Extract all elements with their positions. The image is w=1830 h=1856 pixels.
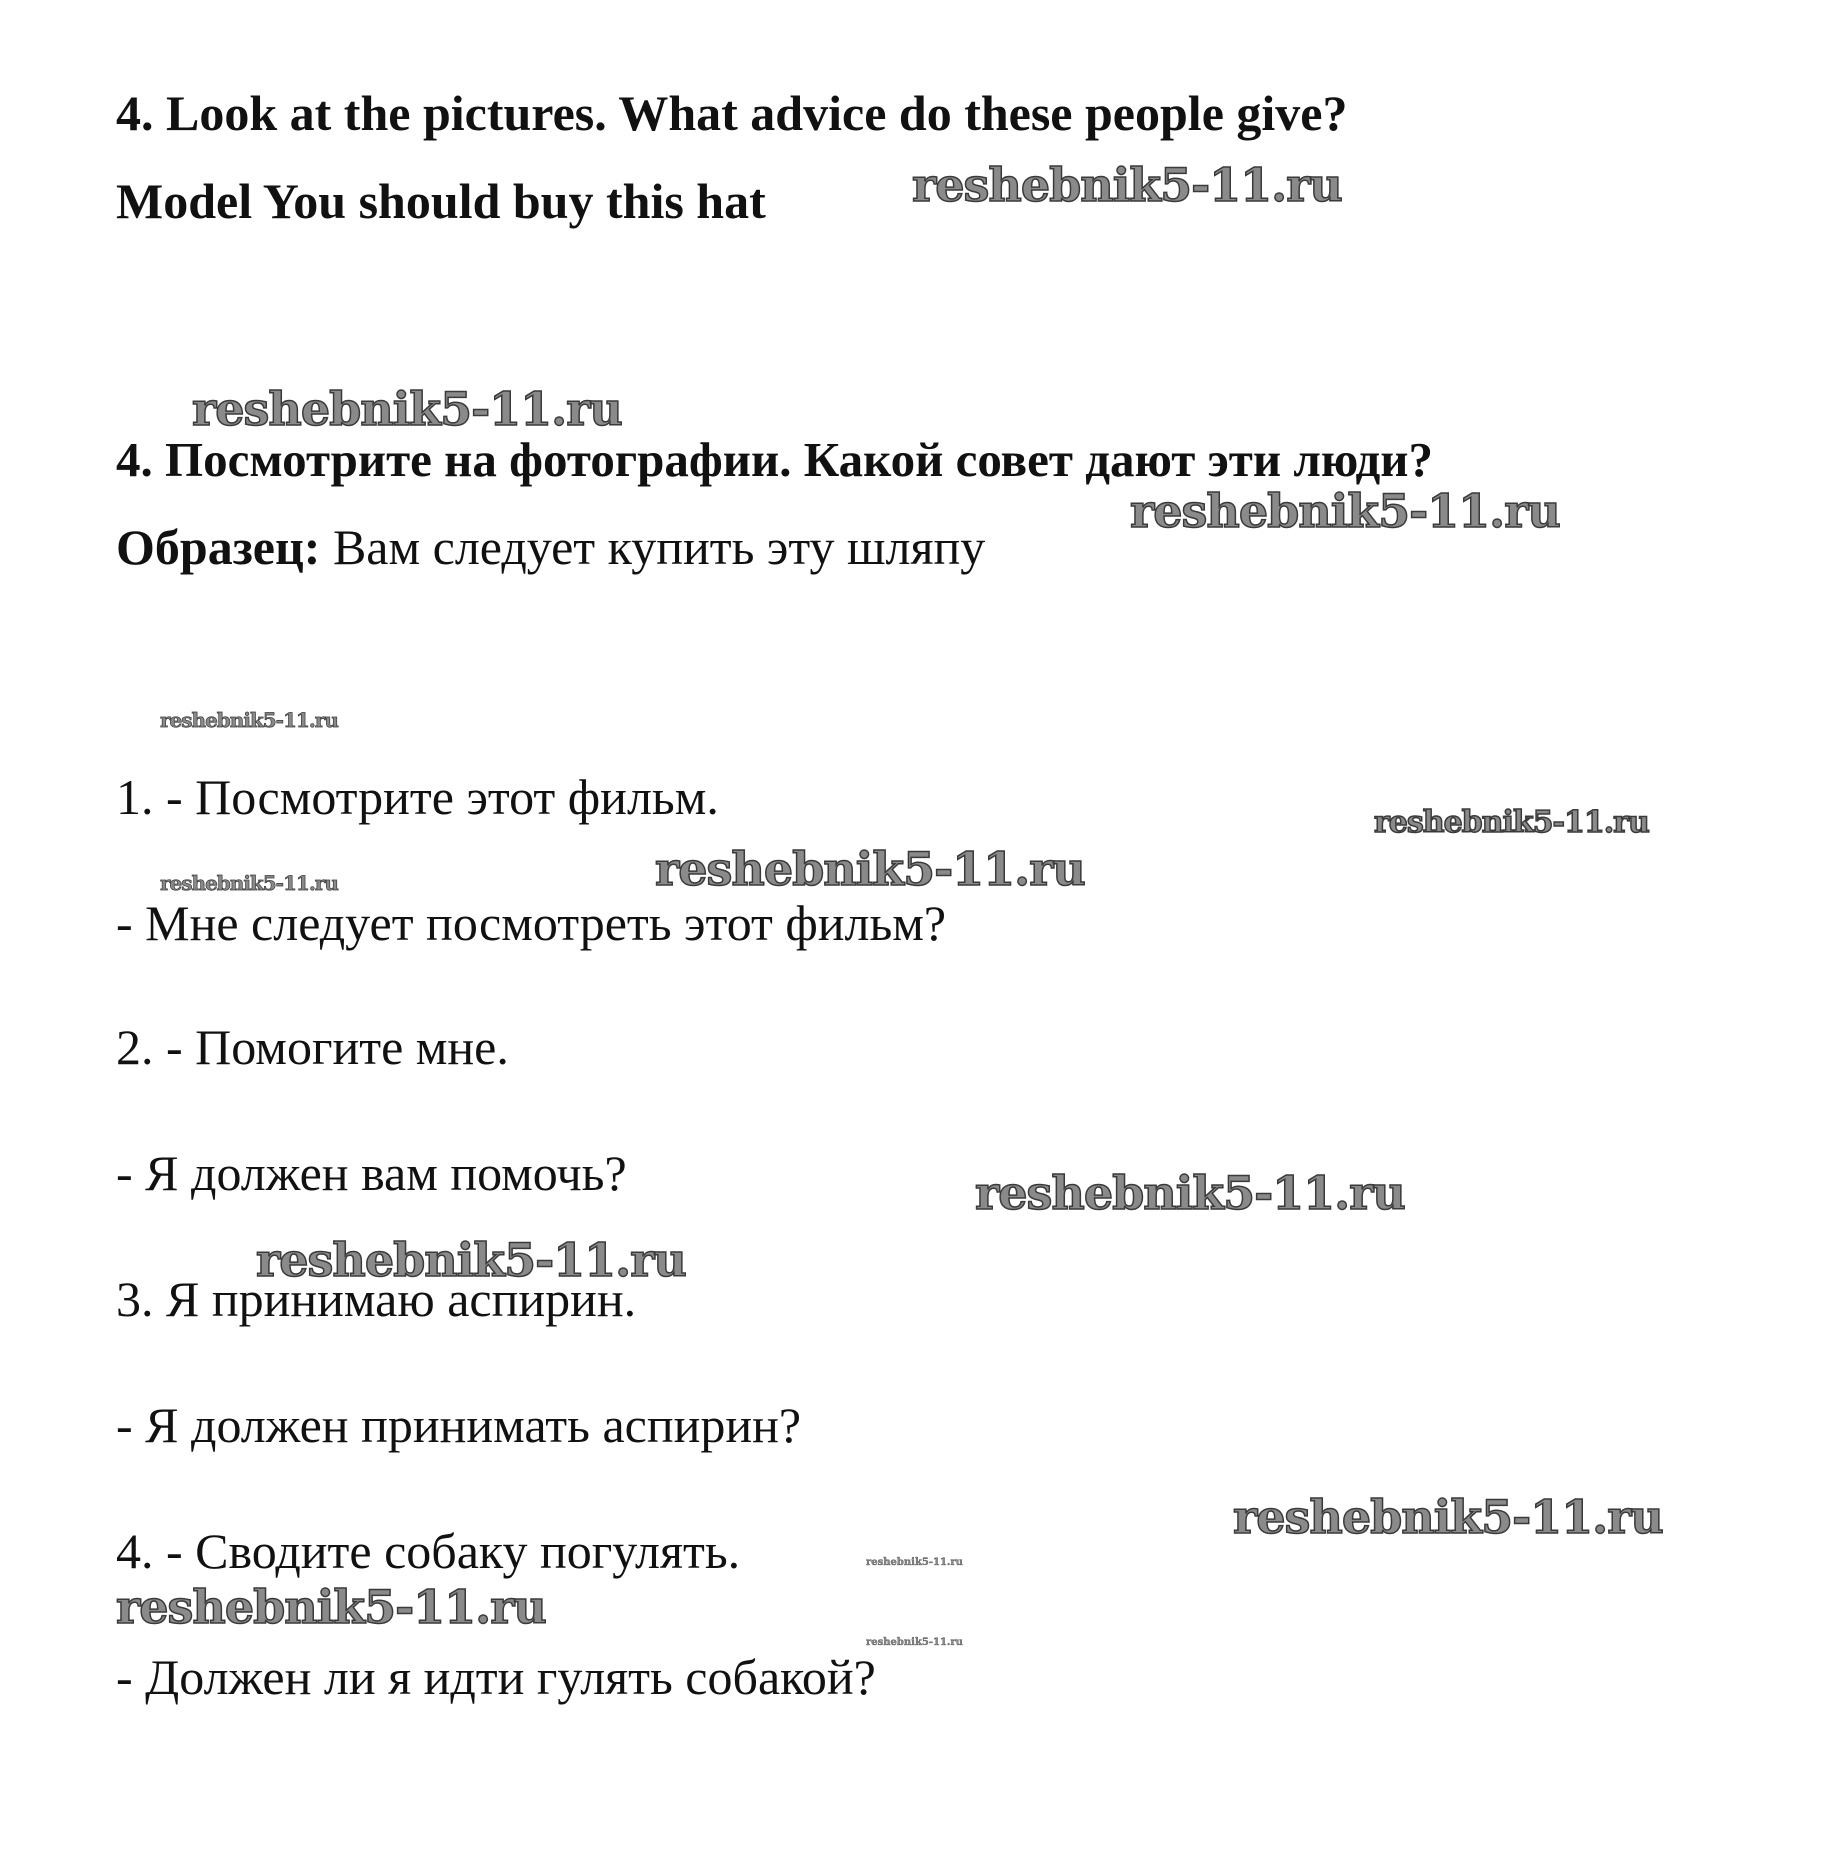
watermark: reshebnik5-11.ru xyxy=(866,1637,963,1648)
watermark: reshebnik5-11.ru xyxy=(975,1166,1405,1220)
watermark: reshebnik5-11.ru xyxy=(1374,805,1649,840)
watermark: reshebnik5-11.ru xyxy=(160,871,338,895)
watermark: reshebnik5-11.ru xyxy=(912,158,1342,212)
watermark: reshebnik5-11.ru xyxy=(655,842,1085,896)
answer-2-line-2: - Я должен вам помочь? xyxy=(116,1145,627,1201)
answer-1-line-1: 1. - Посмотрите этот фильм. xyxy=(116,769,719,825)
watermark: reshebnik5-11.ru xyxy=(160,708,338,732)
russian-sample xyxy=(116,519,986,575)
sample-label: Образец: xyxy=(116,519,321,575)
answer-3-line-1: 3. Я принимаю аспирин. xyxy=(116,1271,637,1327)
answer-3-line-2: - Я должен принимать аспирин? xyxy=(116,1397,802,1453)
watermark: reshebnik5-11.ru xyxy=(1233,1490,1663,1544)
answer-4-line-2: - Должен ли я идти гулять собакой? xyxy=(116,1649,876,1705)
english-heading: 4. Look at the pictures. What advice do these people give? xyxy=(116,85,1348,141)
sample-text: Вам следует купить эту шляпу xyxy=(320,519,986,575)
russian-heading: 4. Посмотрите на фотографии. Какой совет дают эти люди? xyxy=(116,432,1433,487)
answer-4-line-1: 4. - Сводите собаку погулять. xyxy=(116,1523,741,1579)
watermark: reshebnik5-11.ru xyxy=(192,382,622,436)
answer-2-line-1: 2. - Помогите мне. xyxy=(116,1019,509,1075)
watermark: reshebnik5-11.ru xyxy=(256,1233,686,1287)
answer-1-line-2: - Мне следует посмотреть этот фильм? xyxy=(116,895,947,951)
english-model: Model You should buy this hat xyxy=(116,173,766,229)
watermark: reshebnik5-11.ru xyxy=(1130,484,1560,538)
watermark: reshebnik5-11.ru xyxy=(866,1557,963,1568)
watermark: reshebnik5-11.ru xyxy=(116,1580,546,1634)
